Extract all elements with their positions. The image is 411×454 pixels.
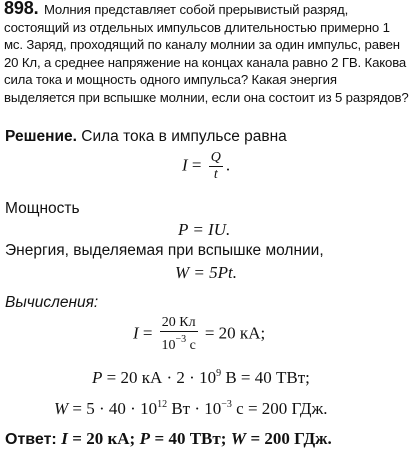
den-exponent: −3	[175, 334, 187, 345]
power-formula: P = IU.	[178, 220, 231, 239]
answer-line	[5, 429, 332, 449]
fraction-q-over-t	[209, 150, 223, 183]
answer-label: Ответ:	[5, 431, 57, 448]
current-symbol: I	[182, 155, 188, 175]
calc-energy	[54, 399, 327, 419]
calc-power-result: В = 40 ТВт;	[221, 368, 310, 387]
calc-current-result: = 20 кА;	[204, 323, 266, 343]
answer-energy-value: = 200 ГДж.	[250, 429, 332, 448]
fraction-denominator	[160, 332, 198, 354]
calc-label: Вычисления:	[5, 294, 99, 311]
equals-sign: =	[191, 155, 202, 175]
calc-power-exponent: 9	[216, 368, 222, 379]
answer-power-symbol: P	[139, 429, 151, 448]
answer-power-value: = 40 ТВт;	[154, 429, 227, 448]
calc-energy-result: с = 200 ГДж.	[231, 399, 328, 418]
calc-power-expr: = 20 кА · 2 · 10	[106, 368, 217, 387]
fraction-numerator: Q	[210, 150, 221, 165]
calc-power	[92, 368, 310, 388]
fraction-charge-over-time	[160, 315, 198, 354]
solution-intro-line	[5, 128, 287, 146]
calc-current-symbol: I	[133, 323, 139, 343]
calc-energy-expr: = 5 · 40 · 10	[72, 399, 158, 418]
problem-statement	[4, 0, 409, 107]
fraction-numerator: 20 Кл	[161, 315, 196, 330]
den-base: 10	[161, 338, 176, 353]
solution-intro: Сила тока в импульсе равна	[81, 128, 287, 145]
calc-current	[133, 315, 265, 354]
den-unit: с	[186, 338, 196, 353]
power-label: Мощность	[5, 200, 80, 217]
fraction-denominator: t	[213, 167, 218, 182]
calc-energy-exponent-1: 12	[157, 399, 168, 410]
calc-power-symbol: P	[92, 368, 103, 387]
energy-formula: W = 5Pt.	[175, 263, 237, 282]
answer-energy-symbol: W	[230, 429, 246, 448]
current-formula	[182, 150, 230, 183]
equals-sign: =	[142, 323, 153, 343]
answer-current-value: = 20 кА;	[72, 429, 136, 448]
answer-current-symbol: I	[61, 429, 68, 448]
calc-energy-mid: Вт · 10	[167, 399, 222, 418]
problem-number: 898.	[4, 0, 39, 18]
calc-energy-symbol: W	[54, 399, 69, 418]
solution-label: Решение.	[5, 128, 77, 145]
problem-text: Молния представляет собой прерывистый разряд, состоящий из отдельных импульсов длительностью примерно 1 мс. Заряд, проходящий по каналу молнии за один импульс, равен 20 Кл, а среднее напряжение на концах канала равно 2 ГВ. Какова сила тока и мощность одного импульса? Какая энергия выделяется при вспышке молнии, если она состоит из 5 разрядов?	[4, 2, 409, 105]
calc-energy-exponent-2: −3	[221, 399, 232, 410]
formula-period: .	[225, 155, 231, 175]
energy-label: Энергия, выделяемая при вспышке молнии,	[5, 242, 324, 259]
